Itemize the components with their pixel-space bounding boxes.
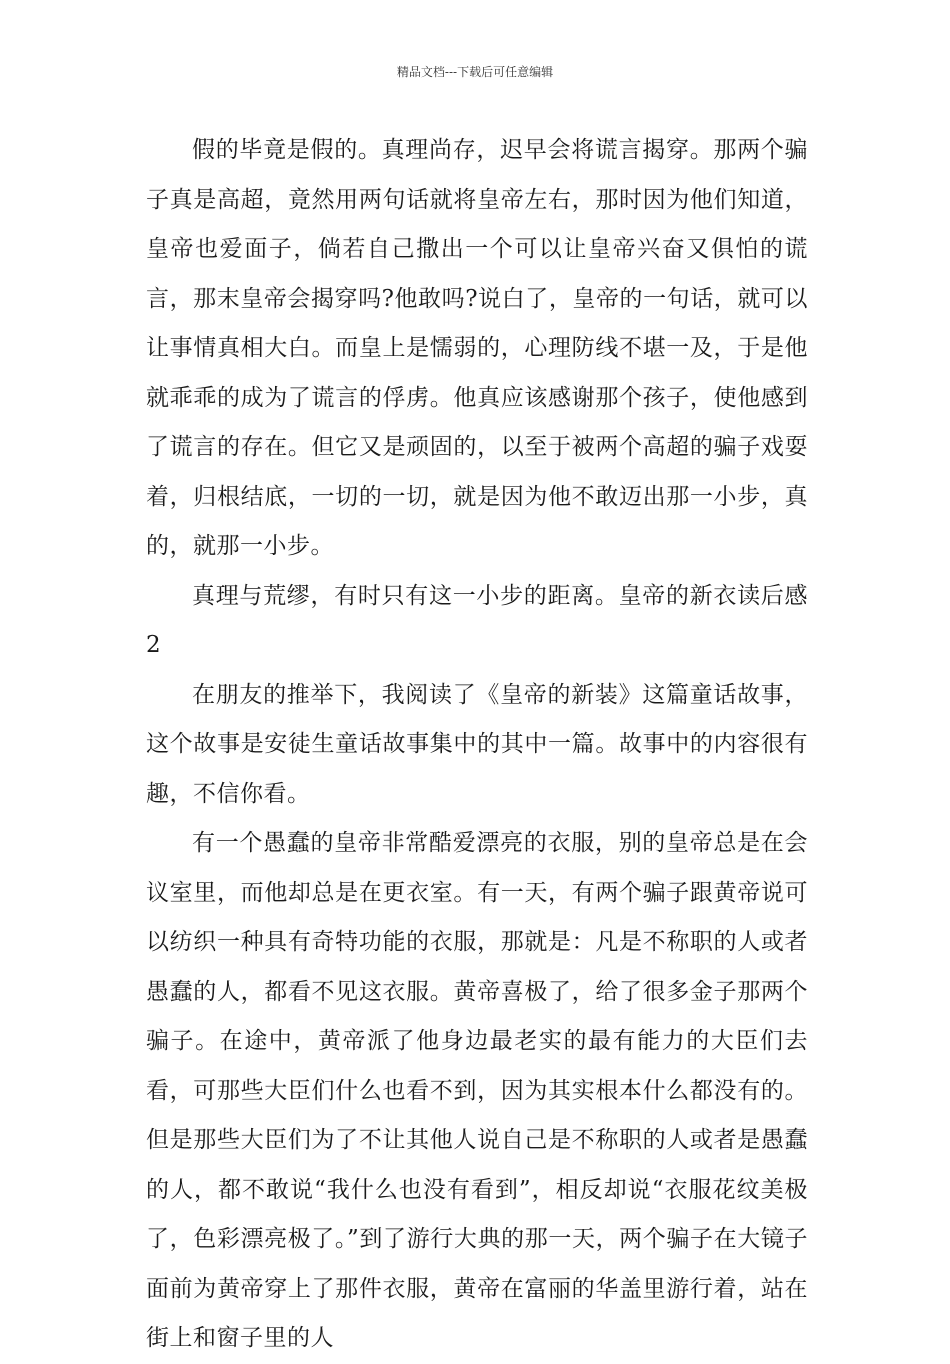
paragraph-1: 假的毕竟是假的。真理尚存，迟早会将谎言揭穿。那两个骗子真是高超，竟然用两句话就将皇帝左右，那时因为他们知道，皇帝也爱面子，倘若自己撒出一个可以让皇帝兴奋又俱怕的谎言，那末皇帝会揭穿吗?他敢吗?说白了，皇帝的一句话，就可以让事情真相大白。而皇上是懦弱的，心理防线不堪一及，于是他就乖乖的成为了谎言的俘虏。他真应该感谢那个孩子，使他感到了谎言的存在。但它又是顽固的，以至于被两个高超的骗子戏耍着，归根结底，一切的一切，就是因为他不敢迈出那一小步，真的，就那一小步。 bbox=[146, 137, 808, 559]
paragraph-2: 真理与荒缪，有时只有这一小步的距离。皇帝的新衣读后感2 bbox=[146, 582, 808, 658]
paragraph-3: 在朋友的推举下，我阅读了《皇帝的新装》这篇童话故事，这个故事是安徒生童话故事集中的其中一篇。故事中的内容很有趣，不信你看。 bbox=[146, 681, 808, 807]
document-body bbox=[146, 126, 808, 1364]
paragraph-4: 有一个愚蠢的皇帝非常酷爱漂亮的衣服，别的皇帝总是在会议室里，而他却总是在更衣室。有一天，有两个骗子跟黄帝说可以纺织一种具有奇特功能的衣服，那就是：凡是不称职的人或者愚蠢的人，都看不见这衣服。黄帝喜极了，给了很多金子那两个骗子。在途中，黄帝派了他身边最老实的最有能力的大臣们去看，可那些大臣们什么也看不到，因为其实根本什么都没有的。但是那些大臣们为了不让其他人说自己是不称职的人或者是愚蠢的人，都不敢说“我什么也没有看到”，相反却说“衣服花纹美极了，色彩漂亮极了。”到了游行大典的那一天，两个骗子在大镜子面前为黄帝穿上了那件衣服，黄帝在富丽的华盖里游行着，站在街上和窗子里的人 bbox=[146, 830, 808, 1351]
page-header: 精品文档---下载后可任意编辑 bbox=[396, 65, 554, 79]
